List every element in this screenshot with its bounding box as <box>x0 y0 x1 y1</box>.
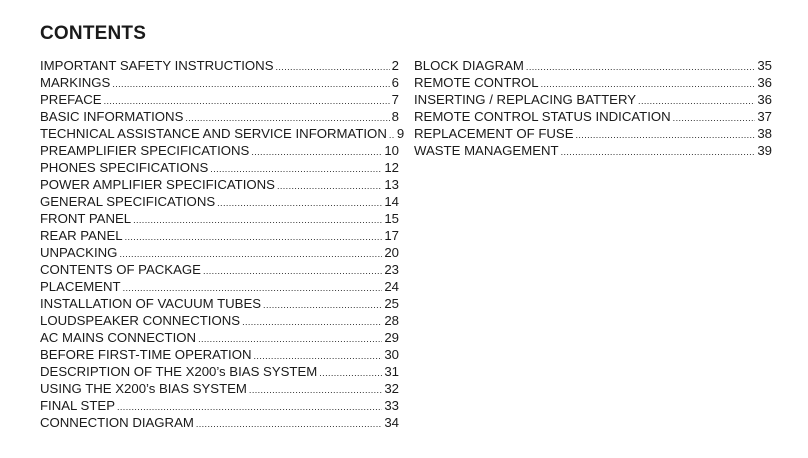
toc-entry-label: PREFACE <box>40 92 102 107</box>
toc-entry-page-number: 37 <box>757 109 772 124</box>
toc-entry-page-number: 35 <box>757 58 772 73</box>
toc-entry-page-number: 24 <box>384 279 399 294</box>
toc-entry-label: PLACEMENT <box>40 279 121 294</box>
toc-entry-page-number: 34 <box>384 415 399 430</box>
toc-entry[interactable] <box>40 397 399 414</box>
toc-entry[interactable] <box>40 91 399 108</box>
toc-dot-leader <box>217 195 382 212</box>
toc-entry-page-number: 36 <box>757 92 772 107</box>
toc-entry-page-number: 6 <box>391 75 399 90</box>
toc-entry[interactable] <box>40 346 399 363</box>
contents-title: CONTENTS <box>40 23 147 44</box>
toc-entry-page-number: 30 <box>384 347 399 362</box>
toc-entry[interactable] <box>40 414 399 431</box>
toc-entry-label: POWER AMPLIFIER SPECIFICATIONS <box>40 177 275 192</box>
toc-dot-leader <box>526 59 755 76</box>
toc-entry-label: BLOCK DIAGRAM <box>414 58 524 73</box>
toc-entry[interactable] <box>40 142 399 159</box>
toc-entry[interactable] <box>40 159 399 176</box>
toc-entry[interactable] <box>414 108 772 125</box>
toc-entry[interactable] <box>40 227 399 244</box>
toc-entry-page-number: 29 <box>384 330 399 345</box>
toc-entry-label: FINAL STEP <box>40 398 115 413</box>
toc-entry-label: REAR PANEL <box>40 228 123 243</box>
toc-entry-label: GENERAL SPECIFICATIONS <box>40 194 216 209</box>
toc-entry[interactable] <box>414 125 772 142</box>
toc-entry-page-number: 13 <box>384 177 399 192</box>
toc-dot-leader <box>319 365 382 382</box>
toc-entry-label: REMOTE CONTROL <box>414 75 539 90</box>
toc-entry-page-number: 8 <box>391 109 399 124</box>
toc-dot-leader <box>561 144 756 161</box>
toc-entry-page-number: 20 <box>384 245 399 260</box>
toc-entry-page-number: 28 <box>384 313 399 328</box>
toc-entry-page-number: 33 <box>384 398 399 413</box>
toc-entry-label: DESCRIPTION OF THE X200’s BIAS SYSTEM <box>40 364 318 379</box>
toc-entry-label: AC MAINS CONNECTION <box>40 330 197 345</box>
toc-entry[interactable] <box>40 176 399 193</box>
toc-entry[interactable] <box>414 91 772 108</box>
toc-entry-label: UNPACKING <box>40 245 118 260</box>
toc-entry-page-number: 2 <box>391 58 399 73</box>
toc-entry-page-number: 23 <box>384 262 399 277</box>
toc-dot-leader <box>263 297 382 314</box>
toc-entry-label: CONTENTS OF PACKAGE <box>40 262 201 277</box>
toc-entry-page-number: 17 <box>384 228 399 243</box>
toc-entry[interactable] <box>40 57 399 74</box>
toc-entry-label: BEFORE FIRST-TIME OPERATION <box>40 347 252 362</box>
toc-dot-leader <box>249 382 382 399</box>
toc-entry-page-number: 15 <box>384 211 399 226</box>
toc-entry-label: INSERTING / REPLACING BATTERY <box>414 92 637 107</box>
toc-entry[interactable] <box>40 278 399 295</box>
toc-dot-leader <box>673 110 756 127</box>
toc-dot-leader <box>133 212 382 229</box>
toc-dot-leader <box>276 59 390 76</box>
toc-entry-label: IMPORTANT SAFETY INSTRUCTIONS <box>40 58 274 73</box>
toc-dot-leader <box>125 229 383 246</box>
toc-entry-label: CONNECTION DIAGRAM <box>40 415 194 430</box>
toc-dot-leader <box>203 263 382 280</box>
toc-entry[interactable] <box>40 312 399 329</box>
toc-entry[interactable] <box>40 244 399 261</box>
toc-entry-page-number: 38 <box>757 126 772 141</box>
toc-entry-label: WASTE MANAGEMENT <box>414 143 559 158</box>
toc-entry-label: TECHNICAL ASSISTANCE AND SERVICE INFORMATION <box>40 126 387 141</box>
toc-entry-label: FRONT PANEL <box>40 211 132 226</box>
toc-entry-label: LOUDSPEAKER CONNECTIONS <box>40 313 241 328</box>
toc-entry[interactable] <box>414 57 772 74</box>
toc-entry-page-number: 32 <box>384 381 399 396</box>
toc-entry-page-number: 31 <box>384 364 399 379</box>
toc-entry[interactable] <box>40 125 405 142</box>
toc-entry[interactable] <box>40 210 399 227</box>
toc-entry[interactable] <box>414 74 772 91</box>
toc-entry-label: MARKINGS <box>40 75 111 90</box>
toc-entry-label: PHONES SPECIFICATIONS <box>40 160 209 175</box>
toc-entry-page-number: 7 <box>391 92 399 107</box>
toc-entry-label: REPLACEMENT OF FUSE <box>414 126 574 141</box>
toc-entry[interactable] <box>40 74 399 91</box>
toc-entry-label: REMOTE CONTROL STATUS INDICATION <box>414 109 671 124</box>
toc-entry-label: PREAMPLIFIER SPECIFICATIONS <box>40 143 250 158</box>
toc-entry-page-number: 12 <box>384 160 399 175</box>
toc-right-column <box>414 57 772 159</box>
toc-entry-page-number: 10 <box>384 143 399 158</box>
toc-dot-leader <box>242 314 382 331</box>
toc-left-column <box>40 57 405 431</box>
toc-dot-leader <box>251 144 382 161</box>
toc-dot-leader <box>277 178 382 195</box>
toc-entry[interactable] <box>40 295 399 312</box>
toc-entry-page-number: 36 <box>757 75 772 90</box>
toc-entry[interactable] <box>40 193 399 210</box>
toc-entry-label: USING THE X200’s BIAS SYSTEM <box>40 381 247 396</box>
toc-dot-leader <box>196 416 382 433</box>
toc-dot-leader <box>576 127 756 144</box>
toc-entry[interactable] <box>414 142 772 159</box>
toc-entry[interactable] <box>40 108 399 125</box>
toc-dot-leader <box>112 76 389 93</box>
toc-entry-page-number: 25 <box>384 296 399 311</box>
toc-entry[interactable] <box>40 261 399 278</box>
toc-entry[interactable] <box>40 329 399 346</box>
toc-entry-page-number: 9 <box>396 126 405 141</box>
toc-entry-label: BASIC INFORMATIONS <box>40 109 184 124</box>
toc-entry-label: INSTALLATION OF VACUUM TUBES <box>40 296 262 311</box>
toc-entry-page-number: 14 <box>384 194 399 209</box>
toc-entry-page-number: 39 <box>757 143 772 158</box>
toc-entry[interactable] <box>40 363 399 380</box>
toc-entry[interactable] <box>40 380 399 397</box>
